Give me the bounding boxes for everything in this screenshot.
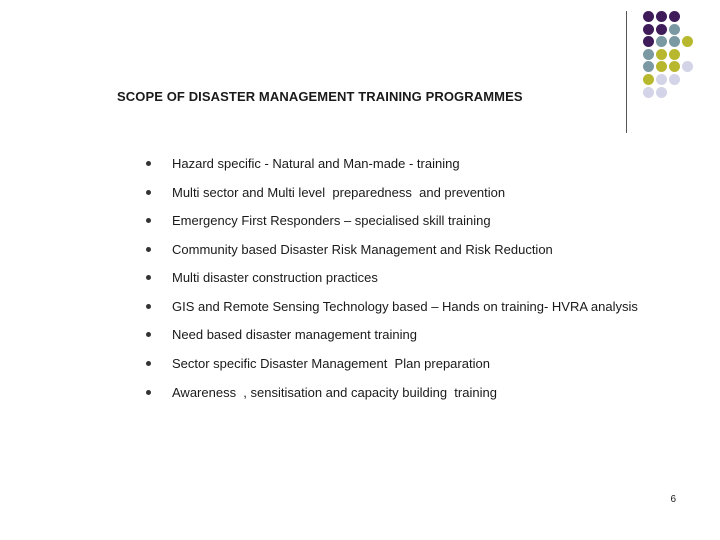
decorative-dot bbox=[669, 49, 680, 60]
bullet-text: Multi sector and Multi level preparedness and prevention bbox=[172, 184, 506, 200]
decorative-dot bbox=[669, 61, 680, 72]
slide-title: SCOPE OF DISASTER MANAGEMENT TRAINING PROGRAMMES bbox=[117, 89, 523, 104]
decorative-dot bbox=[656, 61, 667, 72]
bullet-text: Hazard specific - Natural and Man-made - training bbox=[172, 155, 460, 171]
decorative-dot bbox=[643, 61, 654, 72]
decorative-dot bbox=[656, 87, 667, 98]
decorative-dot bbox=[669, 11, 680, 22]
decorative-dot bbox=[669, 24, 680, 35]
decorative-dot bbox=[643, 74, 654, 85]
decorative-dot bbox=[669, 74, 680, 85]
decorative-dot bbox=[669, 36, 680, 47]
bullet-text: Community based Disaster Risk Management and Risk Reduction bbox=[172, 241, 553, 257]
page-number: 6 bbox=[670, 494, 676, 505]
decorative-dot bbox=[656, 24, 667, 35]
bullet-text: Emergency First Responders – specialised skill training bbox=[172, 212, 491, 228]
decorative-dot bbox=[682, 36, 693, 47]
decorative-dot bbox=[643, 49, 654, 60]
decorative-dot bbox=[656, 36, 667, 47]
decorative-dot bbox=[643, 87, 654, 98]
decorative-dot bbox=[682, 61, 693, 72]
decorative-dot bbox=[643, 24, 654, 35]
bullet-text: Sector specific Disaster Management Plan preparation bbox=[172, 355, 490, 371]
decorative-dot bbox=[656, 74, 667, 85]
bullet-text: Awareness , sensitisation and capacity building training bbox=[172, 384, 497, 400]
bullet-text: Need based disaster management training bbox=[172, 326, 417, 342]
decorative-dot bbox=[656, 49, 667, 60]
decorative-dot bbox=[656, 11, 667, 22]
bullet-text: GIS and Remote Sensing Technology based – Hands on training- HVRA analysis bbox=[172, 298, 638, 314]
decorative-dot bbox=[643, 11, 654, 22]
decorative-dot bbox=[643, 36, 654, 47]
bullet-text: Multi disaster construction practices bbox=[172, 269, 378, 285]
